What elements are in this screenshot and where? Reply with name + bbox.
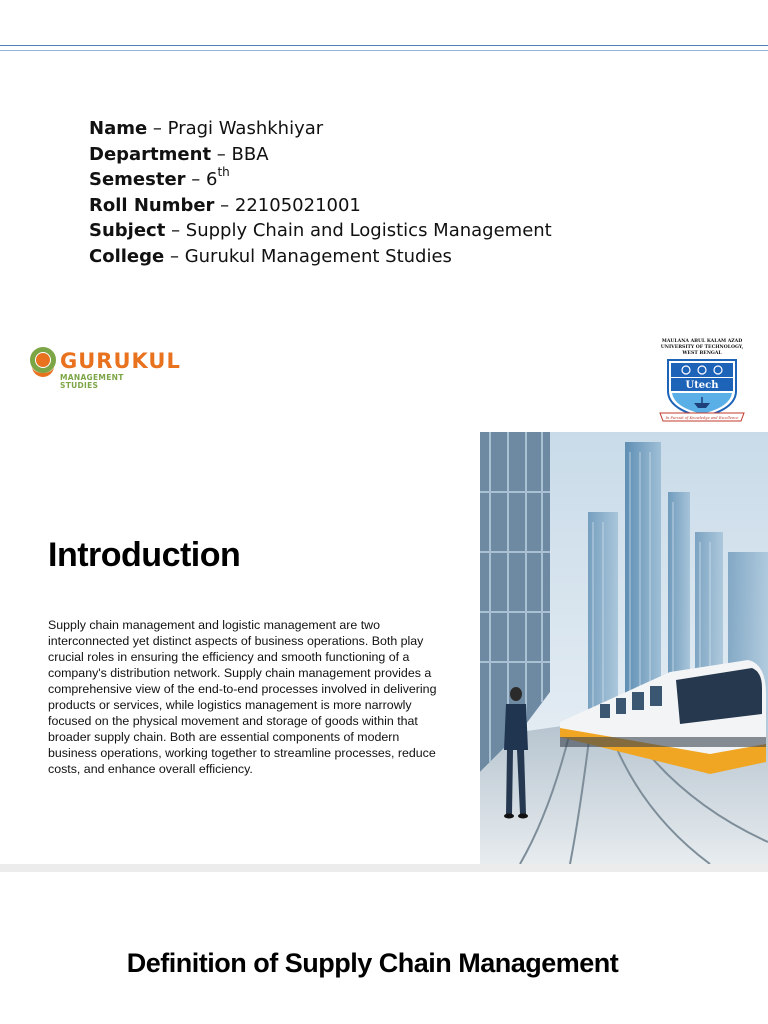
utech-shield-icon	[656, 357, 748, 423]
introduction-paragraph: Supply chain management and logistic management are two interconnected yet distinct aspects of business operations. Both play crucial roles in ensuring the efficiency and smooth functioning of a company's distribution network. Supply chain management provides a comprehensive view of the end-to-end processes involved in delivering products or services, while logistics management is more narrowly focused on the physical movement and storage of goods within that broader supply chain. Both are essential components of modern business operations, working together to streamline processes, reduce costs, and enhance overall efficiency.	[48, 618, 437, 776]
subject-value: Supply Chain and Logistics Management	[185, 220, 552, 242]
introduction-heading: Introduction	[48, 536, 241, 574]
utech-line1: MAULANA ABUL KALAM AZAD	[661, 339, 743, 344]
department-value: BBA	[231, 143, 269, 165]
subject-row	[89, 218, 552, 244]
department-row	[89, 142, 552, 168]
name-label: Name	[89, 118, 148, 139]
introduction-page	[0, 432, 768, 864]
student-info	[89, 116, 552, 270]
college-label: College	[89, 245, 165, 267]
roll-label: Roll Number	[89, 194, 215, 216]
gurukul-emblem-arc	[32, 363, 54, 377]
separator: –	[152, 118, 162, 139]
header-rule-top	[0, 45, 768, 46]
gurukul-logo-sub1: MANAGEMENT	[60, 373, 124, 382]
semester-value: 6	[206, 169, 218, 191]
page-gap	[0, 864, 768, 872]
separator: –	[171, 220, 181, 242]
definition-heading: Definition of Supply Chain Management	[126, 948, 619, 978]
header-rule-bottom	[0, 50, 768, 51]
college-value: Gurukul Management Studies	[184, 245, 452, 267]
gurukul-logo-sub2: STUDIES	[60, 381, 99, 390]
gurukul-logo	[30, 345, 181, 390]
utech-line3: WEST BENGAL	[682, 351, 722, 356]
separator: –	[169, 245, 179, 267]
semester-suffix: th	[217, 165, 230, 180]
cover-page	[0, 0, 768, 432]
name-value: Pragi Washkhiyar	[167, 118, 324, 139]
utech-motto: In Pursuit of Knowledge and Excellence	[665, 416, 739, 420]
city-train-illustration	[480, 432, 768, 864]
department-label: Department	[89, 143, 212, 165]
separator: –	[220, 194, 230, 216]
name-row	[89, 116, 552, 142]
separator: –	[216, 143, 226, 165]
roll-row	[89, 193, 552, 219]
separator: –	[191, 169, 201, 191]
utech-name: Utech	[685, 380, 719, 391]
utech-logo	[656, 337, 748, 425]
subject-label: Subject	[89, 220, 166, 242]
semester-row	[89, 167, 552, 193]
utech-line2: UNIVERSITY OF TECHNOLOGY,	[660, 345, 744, 350]
roll-value: 22105021001	[234, 194, 361, 216]
gurukul-logo-name: GURUKUL	[60, 349, 181, 373]
definition-page	[0, 872, 768, 1024]
semester-label: Semester	[89, 169, 186, 191]
college-row	[89, 244, 552, 270]
